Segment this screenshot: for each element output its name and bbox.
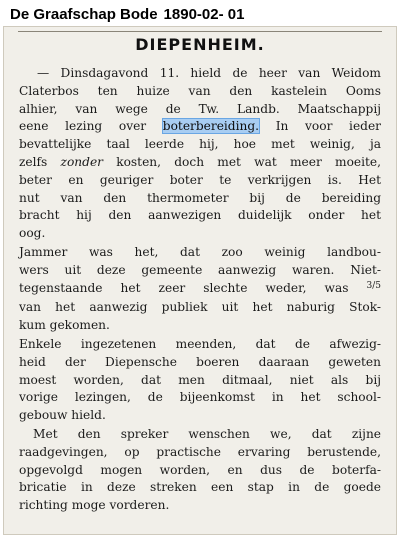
article-line: moest worden, dat men ditmaal, niet als bij — [19, 372, 381, 387]
newspaper-name: De Graafschap Bode — [10, 6, 158, 23]
article-line: bevattelijke taal leerde hij, hoe met weinig, ja — [19, 137, 381, 152]
article-heading: DIEPENHEIM. — [135, 35, 265, 54]
article-line: alhier, van wege de Tw. Landb. Maatschappij — [19, 101, 381, 116]
article-line: eene lezing over boterbereiding. In voor ieder — [19, 119, 381, 134]
article-line: Jammer was het, dat zoo weinig landbou- — [19, 244, 381, 259]
article-line: opgevolgd mogen worden, en dus de boterfa- — [19, 462, 381, 477]
emphasis-word: zonder — [60, 154, 103, 169]
article-line: raadgevingen, op practische ervaring berustende, — [19, 444, 381, 459]
article-body — [19, 65, 381, 515]
article-line: heid der Diepensche boeren daaraan geweten — [19, 354, 381, 369]
article-line: oog. — [19, 226, 46, 241]
article-line: bricatie in deze streken een stap in de goede — [19, 480, 381, 495]
column-rule — [18, 31, 382, 32]
article-line: Enkele ingezetenen meenden, dat de afwezig- — [19, 336, 381, 351]
article-line: zelfs zonder kosten, doch met wat meer moeite, — [19, 154, 382, 169]
article-line: nut van den thermometer bij de bereiding — [19, 190, 381, 205]
newspaper-clipping — [3, 26, 397, 535]
article-line: tegenstaande het zeer slechte weder, was $^{3/5}$ — [19, 280, 381, 295]
article-line: Met den spreker wenschen we, dat zijne — [33, 426, 381, 441]
article-line: kum gekomen. — [19, 318, 110, 333]
fraction: 3/5 — [366, 280, 381, 291]
article-line: Claterbos ten huize van den kastelein Ooms — [19, 83, 381, 98]
article-line: gebouw hield. — [19, 408, 106, 423]
article-line: richting moge vorderen. — [19, 498, 170, 513]
article-line: bracht hij den aanwezigen duidelijk onder het — [19, 208, 381, 223]
newspaper-caption — [10, 6, 244, 23]
article-line: van het aanwezig publiek uit het naburig Stok- — [19, 300, 381, 315]
article-line: vorige lezingen, de bijeenkomst in het school- — [19, 390, 381, 405]
article-line: — Dinsdagavond 11. hield de heer van Weidom — [37, 66, 381, 80]
article-line: wers uit deze gemeente aanwezig waren. Niet- — [19, 262, 381, 277]
publication-date: 1890-02- 01 — [163, 6, 245, 23]
article-line: beter en geuriger boter te verkrijgen is. Het — [19, 172, 381, 187]
search-highlight: boterbereiding. — [162, 119, 260, 134]
